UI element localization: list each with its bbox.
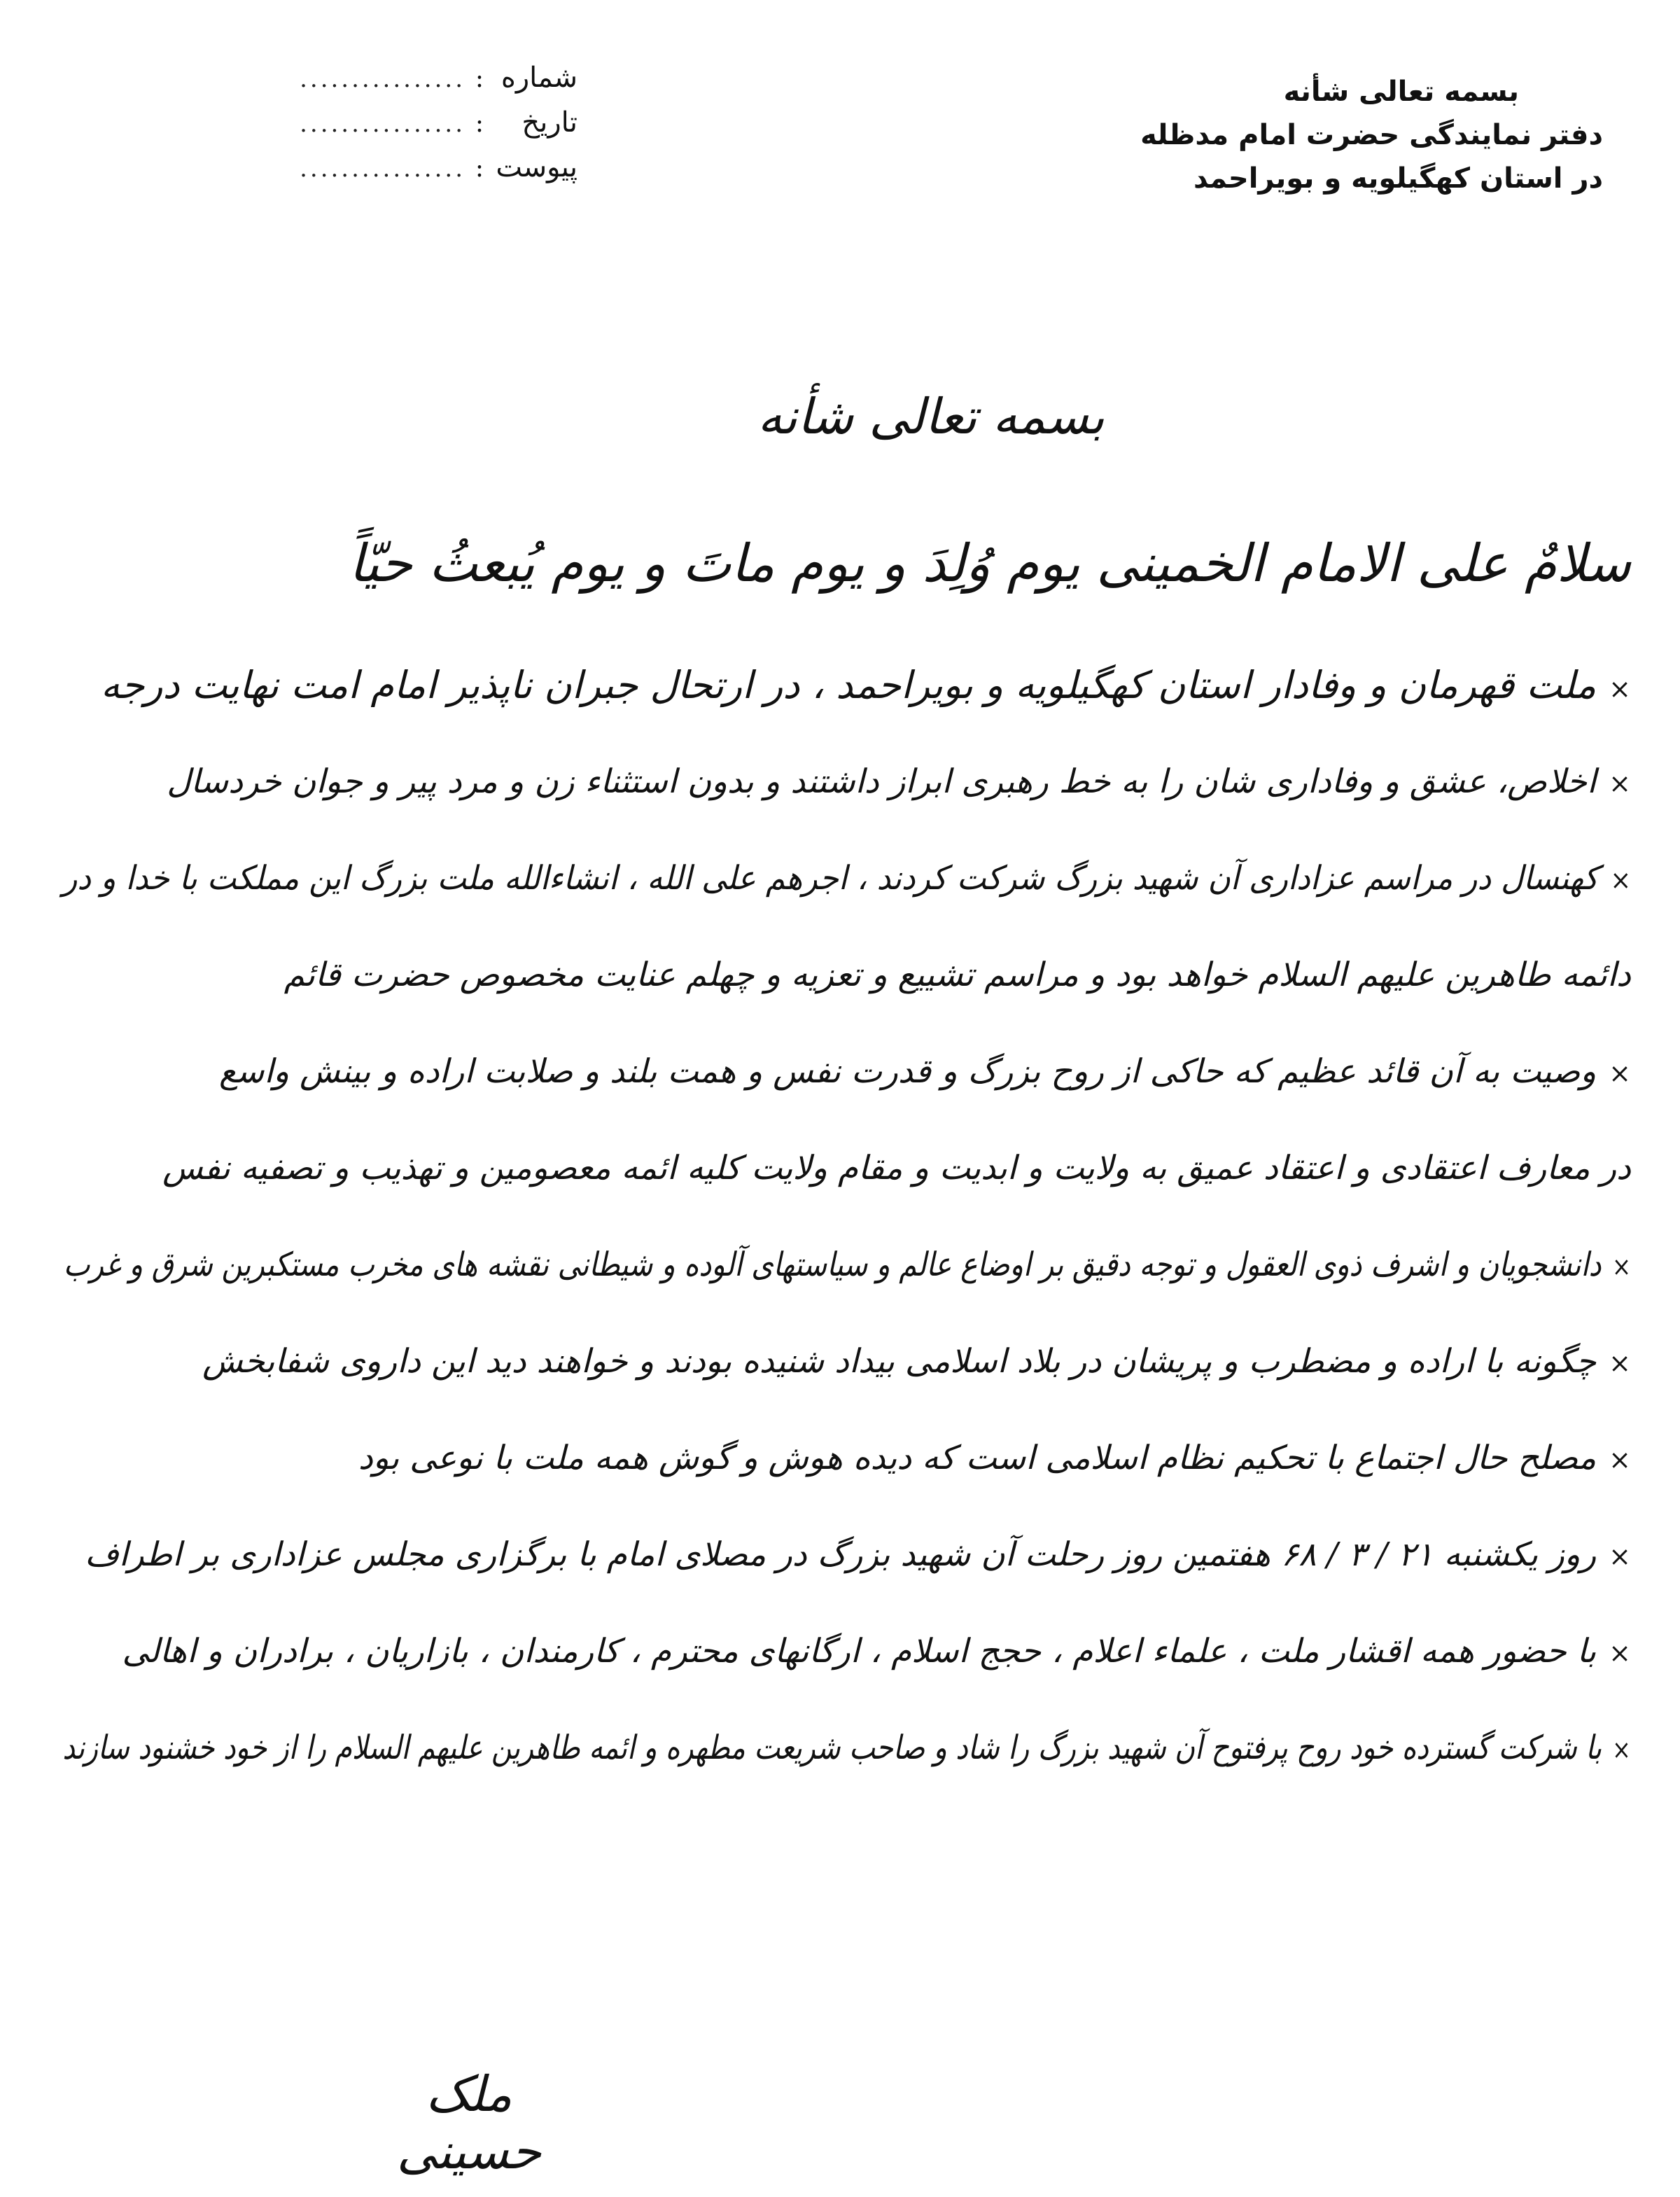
margin-mark: × bbox=[1609, 1541, 1631, 1572]
margin-mark: × bbox=[1609, 1638, 1631, 1668]
letter-line: ×روز یکشنبه ۲۱ / ۳ / ۶۸ هفتمین روز رحلت آن شهید بزرگ در مصلای امام با برگزاری مجلس عزاداری بر اطراف bbox=[85, 1535, 1631, 1574]
margin-mark: × bbox=[1611, 1251, 1631, 1282]
letter-line: ×وصیت به آن قائد عظیم که حاکی از روح بزرگ و قدرت نفس و همت بلند و صلابت اراده و بینش واسع bbox=[218, 1052, 1631, 1091]
handwritten-letter bbox=[49, 378, 1631, 1797]
reference-attachment-label: پیوست bbox=[496, 151, 578, 183]
reference-date-blank: ................ bbox=[300, 110, 465, 138]
reference-separator: : bbox=[475, 109, 484, 138]
letterhead-invocation: بسمه تعالی شأنه bbox=[1283, 76, 1519, 108]
reference-block bbox=[284, 62, 578, 196]
letter-line: ×دانشجویان و اشرف ذوی العقول و توجه دقیق بر اوضاع عالم و سیاستهای آلوده و شیطانی نقشه های مخرب مستکبرین شرق و غرب bbox=[63, 1246, 1631, 1284]
margin-mark: × bbox=[1612, 1734, 1631, 1765]
letter-heading: بسمه تعالی شأنه bbox=[757, 388, 1105, 445]
letterhead bbox=[1071, 70, 1603, 200]
reference-attachment-row bbox=[284, 151, 578, 196]
letter-verse: سلامٌ علی الامام الخمینی یوم وُلِدَ و یوم ماتَ و یوم یُبعثُ حیّاً bbox=[349, 533, 1631, 594]
reference-date-row bbox=[284, 106, 578, 151]
letter-line: دائمه طاهرین علیهم السلام خواهد بود و مراسم تشییع و تعزیه و چهلم عنایت مخصوص حضرت قائم bbox=[284, 956, 1631, 994]
margin-mark: × bbox=[1610, 865, 1631, 895]
letter-line: ×ملت قهرمان و وفادار استان کهگیلویه و بویراحمد ، در ارتحال جبران ناپذیر امام امت نهایت درجه bbox=[101, 663, 1631, 707]
letter-line: در معارف اعتقادی و اعتقاد عمیق به ولایت و ابدیت و مقام ولایت کلیه ائمه معصومین و تهذیب و تصفیه نفس bbox=[162, 1149, 1631, 1187]
letter-line: ×مصلح حال اجتماع با تحکیم نظام اسلامی است که دیده هوش و گوش همه ملت با نوعی بود bbox=[358, 1439, 1631, 1477]
margin-mark: × bbox=[1609, 1444, 1631, 1475]
letter-line: ×چگونه با اراده و مضطرب و پریشان در بلاد اسلامی بیداد شنیده بودند و خواهند دید این داروی شفابخش bbox=[202, 1342, 1631, 1381]
margin-mark: × bbox=[1609, 768, 1631, 799]
signature: ملک حسینی bbox=[396, 2065, 542, 2180]
margin-mark: × bbox=[1609, 674, 1631, 704]
reference-date-label: تاریخ bbox=[522, 106, 578, 139]
margin-mark: × bbox=[1609, 1348, 1631, 1379]
reference-attachment-blank: ................ bbox=[300, 155, 465, 183]
letter-line: ×با شرکت گسترده خود روح پرفتوح آن شهید بزرگ را شاد و صاحب شریعت مطهره و ائمه طاهرین علیهم السلام را از خود خشنود سازند bbox=[62, 1729, 1631, 1767]
letter-line: ×اخلاص، عشق و وفاداری شان را به خط رهبری ابراز داشتند و بدون استثناء زن و مرد پیر و جوان خردسال bbox=[167, 762, 1631, 801]
letter-line: ×کهنسال در مراسم عزاداری آن شهید بزرگ شرکت کردند ، اجرهم علی الله ، انشاءالله ملت بزرگ این مملکت با خدا و در bbox=[62, 859, 1631, 898]
reference-number-row bbox=[284, 62, 578, 106]
letterhead-province: در استان کهگیلویه و بویراحمد bbox=[1193, 162, 1603, 195]
letterhead-office: دفتر نمایندگی حضرت امام مدظله bbox=[1140, 119, 1603, 151]
reference-number-blank: ................ bbox=[300, 65, 465, 93]
reference-number-label: شماره bbox=[500, 62, 578, 94]
reference-separator: : bbox=[475, 64, 484, 93]
reference-separator: : bbox=[475, 154, 484, 183]
margin-mark: × bbox=[1609, 1058, 1631, 1089]
letter-line: ×با حضور همه اقشار ملت ، علماء اعلام ، حجج اسلام ، ارگانهای محترم ، کارمندان ، بازاریان ، برادران و اهالی bbox=[122, 1632, 1631, 1671]
